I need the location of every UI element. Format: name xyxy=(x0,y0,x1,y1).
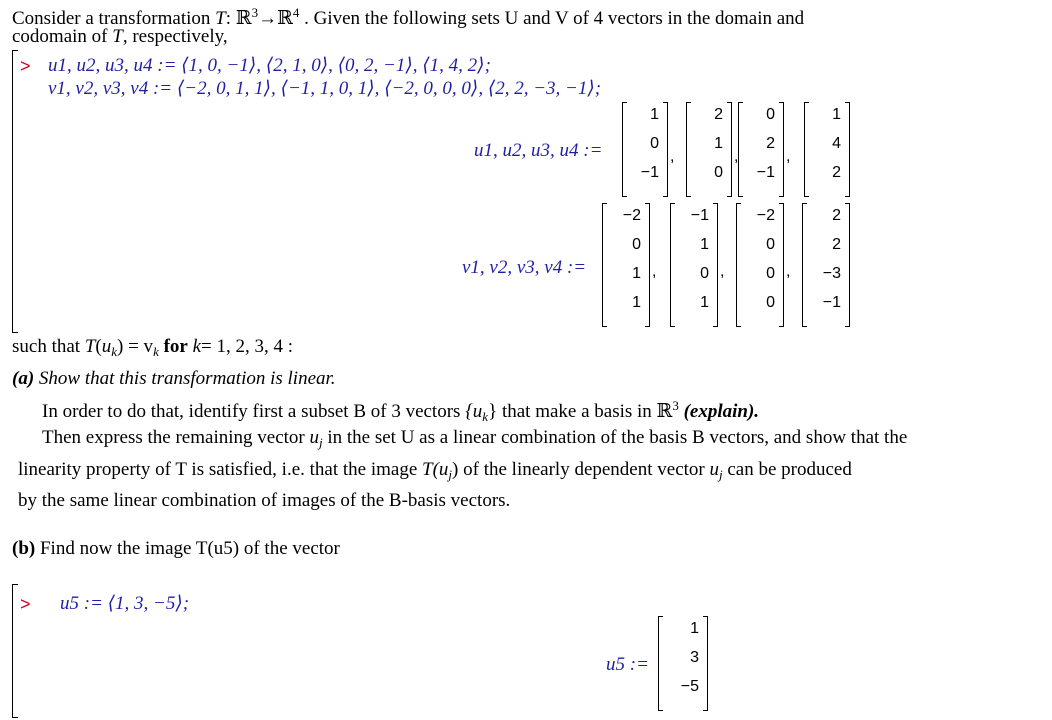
vector-entry: 2 xyxy=(832,236,841,253)
subscript: j xyxy=(719,467,723,482)
subscript: j xyxy=(318,435,323,450)
vector-separator: , xyxy=(786,263,791,280)
vector-entry: −2 xyxy=(622,207,641,224)
execution-group-bracket[interactable] xyxy=(12,50,18,333)
vector-entry: −1 xyxy=(756,164,775,181)
math-set: {u xyxy=(465,401,483,422)
vector-entry: 2 xyxy=(832,164,841,181)
vector-entry: −1 xyxy=(822,294,841,311)
intro-text: codomain of xyxy=(12,26,108,47)
text-span: can be produced xyxy=(727,459,852,480)
vector-entry: 0 xyxy=(766,106,775,123)
column-vector xyxy=(670,203,718,327)
input-line-u[interactable]: u1, u2, u3, u4 := ⟨1, 0, −1⟩, ⟨2, 1, 0⟩, ⟨0, 2, −1⟩, ⟨1, 4, 2⟩; xyxy=(48,55,491,76)
intro-text: , respectively, xyxy=(122,26,228,47)
vector-entry: 3 xyxy=(690,649,699,666)
vector-entry: 2 xyxy=(832,207,841,224)
part-text: Show that this transformation is linear. xyxy=(38,368,336,389)
vector-entry: 0 xyxy=(766,265,775,282)
column-vector xyxy=(736,203,784,327)
math-R3: : ℝ xyxy=(225,8,252,29)
exponent: 3 xyxy=(672,398,679,413)
subscript: k xyxy=(153,344,159,359)
text-bold: for xyxy=(163,336,188,357)
text-span: that make a basis in ℝ xyxy=(501,401,673,422)
text-span: linearity property of T is satisfied, i.e. that the image xyxy=(18,459,418,480)
execution-group-bracket[interactable] xyxy=(12,584,18,718)
subscript: j xyxy=(448,467,453,482)
intro-line-2 xyxy=(12,26,228,48)
exponent: 4 xyxy=(292,5,300,20)
math-close: ) xyxy=(452,459,459,480)
vector-entry: 0 xyxy=(632,236,641,253)
vector-separator: , xyxy=(786,147,791,165)
text-span: of the linearly dependent vector xyxy=(463,459,705,480)
vector-entry: 2 xyxy=(714,106,723,123)
paragraph-line-3 xyxy=(18,459,852,486)
vector-entry: −1 xyxy=(690,207,709,224)
vector-entry: 1 xyxy=(650,106,659,123)
math-u: u xyxy=(709,459,719,480)
text-span: = 1, 2, 3, 4 : xyxy=(201,336,294,357)
text-span: In order to do that, identify first a subset B of 3 vectors xyxy=(42,401,461,422)
vector-entry: 0 xyxy=(714,164,723,181)
math-u: u xyxy=(101,336,112,357)
math-T: T(u xyxy=(422,459,449,480)
math-T: T xyxy=(112,26,123,47)
vector-entry: 4 xyxy=(832,135,841,152)
column-vector xyxy=(738,102,784,197)
paragraph-line-1 xyxy=(42,395,759,428)
exponent: 3 xyxy=(251,5,259,20)
column-vector xyxy=(804,102,850,197)
vector-entry: 0 xyxy=(700,265,709,282)
text-span: Then express the remaining vector xyxy=(42,427,305,448)
paragraph-line-4: by the same linear combination of images of the B-basis vectors. xyxy=(18,490,511,511)
vector-entry: 1 xyxy=(632,294,641,311)
math-eq: = v xyxy=(128,336,154,357)
vector-entry: 1 xyxy=(690,620,699,637)
input-prompt[interactable]: > xyxy=(20,594,31,614)
input-prompt[interactable]: > xyxy=(20,56,31,76)
vector-separator: , xyxy=(720,263,725,280)
text-span: in the set U as a linear combination of the basis B vectors, and show that the xyxy=(327,427,908,448)
vector-entry: 1 xyxy=(700,294,709,311)
subscript: k xyxy=(111,344,118,359)
vector-entry: 1 xyxy=(714,135,723,152)
math-u: u xyxy=(309,427,319,448)
output-u5-label: u5 := xyxy=(606,654,649,675)
vector-entry: −5 xyxy=(680,678,699,695)
paragraph-line-2 xyxy=(42,427,907,454)
vector-entry: 0 xyxy=(650,135,659,152)
output-v-label: v1, v2, v3, v4 := xyxy=(462,257,587,278)
subscript: k xyxy=(482,409,489,424)
math-T: T xyxy=(84,336,96,357)
text-span: such that xyxy=(12,336,81,357)
part-text: Find now the image T(u5) of the vector xyxy=(39,538,340,559)
vector-separator: , xyxy=(734,147,739,165)
part-b-heading xyxy=(12,538,340,560)
column-vector xyxy=(658,616,708,711)
part-label: (a) xyxy=(12,368,35,389)
vector-entry: 1 xyxy=(832,106,841,123)
input-line-v[interactable]: v1, v2, v3, v4 := ⟨−2, 0, 1, 1⟩, ⟨−1, 1, 0, 1⟩, ⟨−2, 0, 0, 0⟩, ⟨2, 2, −3, −1⟩; xyxy=(48,78,602,99)
column-vector xyxy=(622,102,668,197)
math-T: T xyxy=(215,8,226,29)
input-line-u5[interactable]: u5 := ⟨1, 3, −5⟩; xyxy=(60,593,190,614)
part-label: (b) xyxy=(12,538,36,559)
math-arrow: →ℝ xyxy=(258,8,293,29)
intro-text: . Given the following sets U and V of 4 vectors in the domain and xyxy=(304,8,805,29)
column-vector xyxy=(686,102,732,197)
vector-entry: −2 xyxy=(756,207,775,224)
vector-separator: , xyxy=(670,147,675,165)
math-set-close: } xyxy=(488,401,498,422)
part-a-heading xyxy=(12,368,336,390)
vector-entry: −1 xyxy=(640,164,659,181)
vector-entry: 0 xyxy=(766,294,775,311)
intro-text: Consider a transformation xyxy=(12,8,211,29)
vector-entry: 1 xyxy=(700,236,709,253)
math-k: k xyxy=(192,336,202,357)
vector-separator: , xyxy=(652,263,657,280)
vector-entry: −3 xyxy=(822,265,841,282)
vector-entry: 1 xyxy=(632,265,641,282)
such-that-line: such that $T(u_k) = v_k$ for k= 1, 2, 3, 4 : xyxy=(12,336,294,359)
text-bold: (explain). xyxy=(683,401,760,422)
vector-entry: 0 xyxy=(766,236,775,253)
output-u-label: u1, u2, u3, u4 := xyxy=(474,140,603,161)
column-vector xyxy=(802,203,850,327)
vector-entry: 2 xyxy=(766,135,775,152)
column-vector xyxy=(602,203,650,327)
